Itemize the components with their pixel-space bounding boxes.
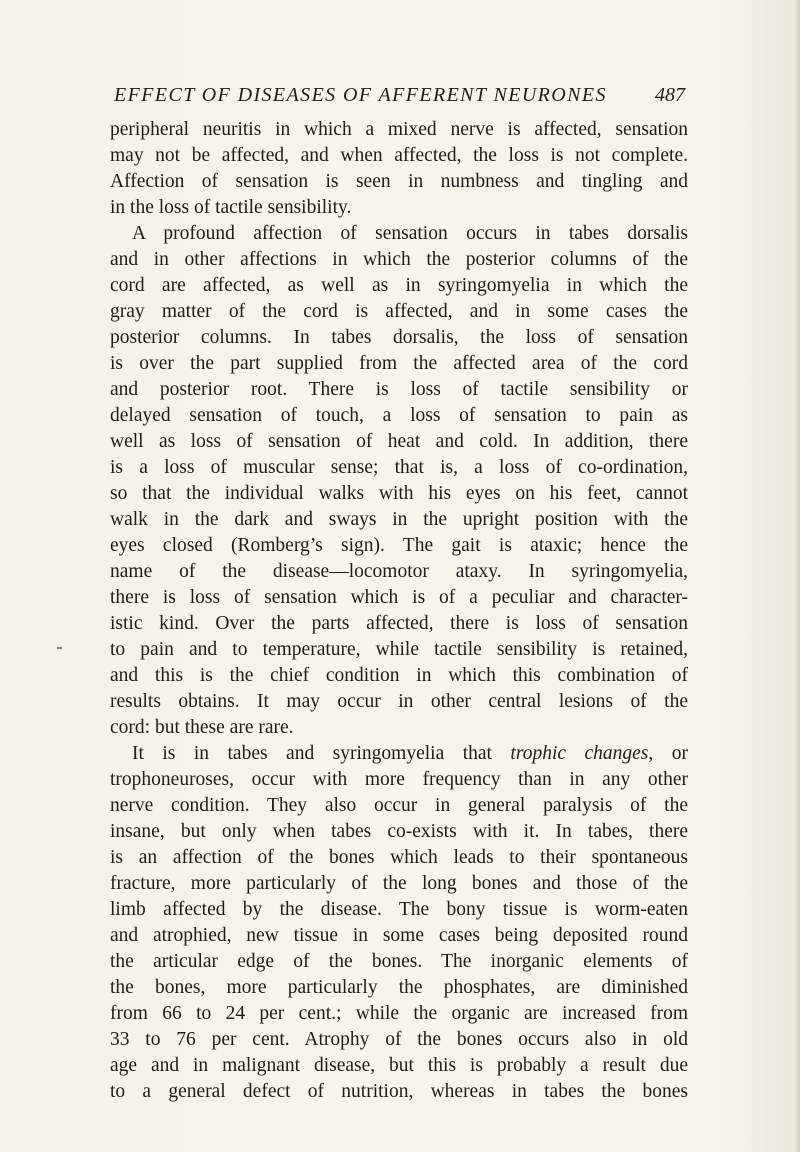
text-segment: It is in tabes and syringomyelia that <box>132 743 511 764</box>
text-line: fracture, more particularly of the long bones and those of the <box>110 873 688 894</box>
emphasis-trophic-changes: trophic changes <box>510 743 649 764</box>
text-line: trophoneuroses, occur with more frequency than in any other <box>110 769 688 790</box>
text-line: delayed sensation of touch, a loss of sensation to pain as <box>110 405 688 426</box>
text-line: and posterior root. There is loss of tactile sensibility or <box>110 379 688 400</box>
text-line: eyes closed (Romberg’s sign). The gait is ataxic; hence the <box>110 535 688 556</box>
text-line: the bones, more particularly the phosphates, are diminished <box>110 977 688 998</box>
running-head <box>0 84 685 114</box>
body-text <box>110 117 688 1105</box>
text-line: age and in malignant disease, but this is probably a result due <box>110 1055 688 1076</box>
page-edge-shadow <box>794 0 800 1152</box>
text-line: insane, but only when tabes co-exists with it. In tabes, there <box>110 821 688 842</box>
text-line: limb affected by the disease. The bony tissue is worm-eaten <box>110 899 688 920</box>
text-line: and atrophied, new tissue in some cases being deposited round <box>110 925 688 946</box>
text-line: results obtains. It may occur in other central lesions of the <box>110 691 688 712</box>
text-line: cord: but these are rare. <box>110 717 294 738</box>
page-number: 487 <box>655 84 685 106</box>
text-line: and this is the chief condition in which this combination of <box>110 665 688 686</box>
text-line-with-emphasis <box>110 741 688 767</box>
text-line: peripheral neuritis in which a mixed nerve is affected, sensation <box>110 119 688 140</box>
text-line: Affection of sensation is seen in numbness and tingling and <box>110 171 688 192</box>
text-line: posterior columns. In tabes dorsalis, the loss of sensation <box>110 327 688 348</box>
running-title: EFFECT OF DISEASES OF AFFERENT NEURONES <box>114 84 607 106</box>
text-line: is over the part supplied from the affected area of the cord <box>110 353 688 374</box>
text-line: in the loss of tactile sensibility. <box>110 197 352 218</box>
margin-mark <box>57 647 62 649</box>
text-line: may not be affected, and when affected, the loss is not complete. <box>110 145 688 166</box>
text-line: name of the disease—locomotor ataxy. In syringomyelia, <box>110 561 688 582</box>
text-line: the articular edge of the bones. The inorganic elements of <box>110 951 688 972</box>
text-line: nerve condition. They also occur in general paralysis of the <box>110 795 688 816</box>
text-segment: , or <box>648 743 688 764</box>
text-line: to pain and to temperature, while tactile sensibility is retained, <box>110 639 688 660</box>
text-line: gray matter of the cord is affected, and in some cases the <box>110 301 688 322</box>
text-line: and in other affections in which the posterior columns of the <box>110 249 688 270</box>
text-line: istic kind. Over the parts affected, there is loss of sensation <box>110 613 688 634</box>
text-line: to a general defect of nutrition, whereas in tabes the bones <box>110 1081 688 1102</box>
text-line: cord are affected, as well as in syringomyelia in which the <box>110 275 688 296</box>
text-line: so that the individual walks with his eyes on his feet, cannot <box>110 483 688 504</box>
text-line: there is loss of sensation which is of a peculiar and character- <box>110 587 688 608</box>
text-line: well as loss of sensation of heat and cold. In addition, there <box>110 431 688 452</box>
text-line: walk in the dark and sways in the upright position with the <box>110 509 688 530</box>
text-line: from 66 to 24 per cent.; while the organic are increased from <box>110 1003 688 1024</box>
text-line: A profound affection of sensation occurs in tabes dorsalis <box>132 223 688 244</box>
text-line: 33 to 76 per cent. Atrophy of the bones occurs also in old <box>110 1029 688 1050</box>
text-line: is an affection of the bones which leads to their spontaneous <box>110 847 688 868</box>
text-line: is a loss of muscular sense; that is, a loss of co-ordination, <box>110 457 688 478</box>
